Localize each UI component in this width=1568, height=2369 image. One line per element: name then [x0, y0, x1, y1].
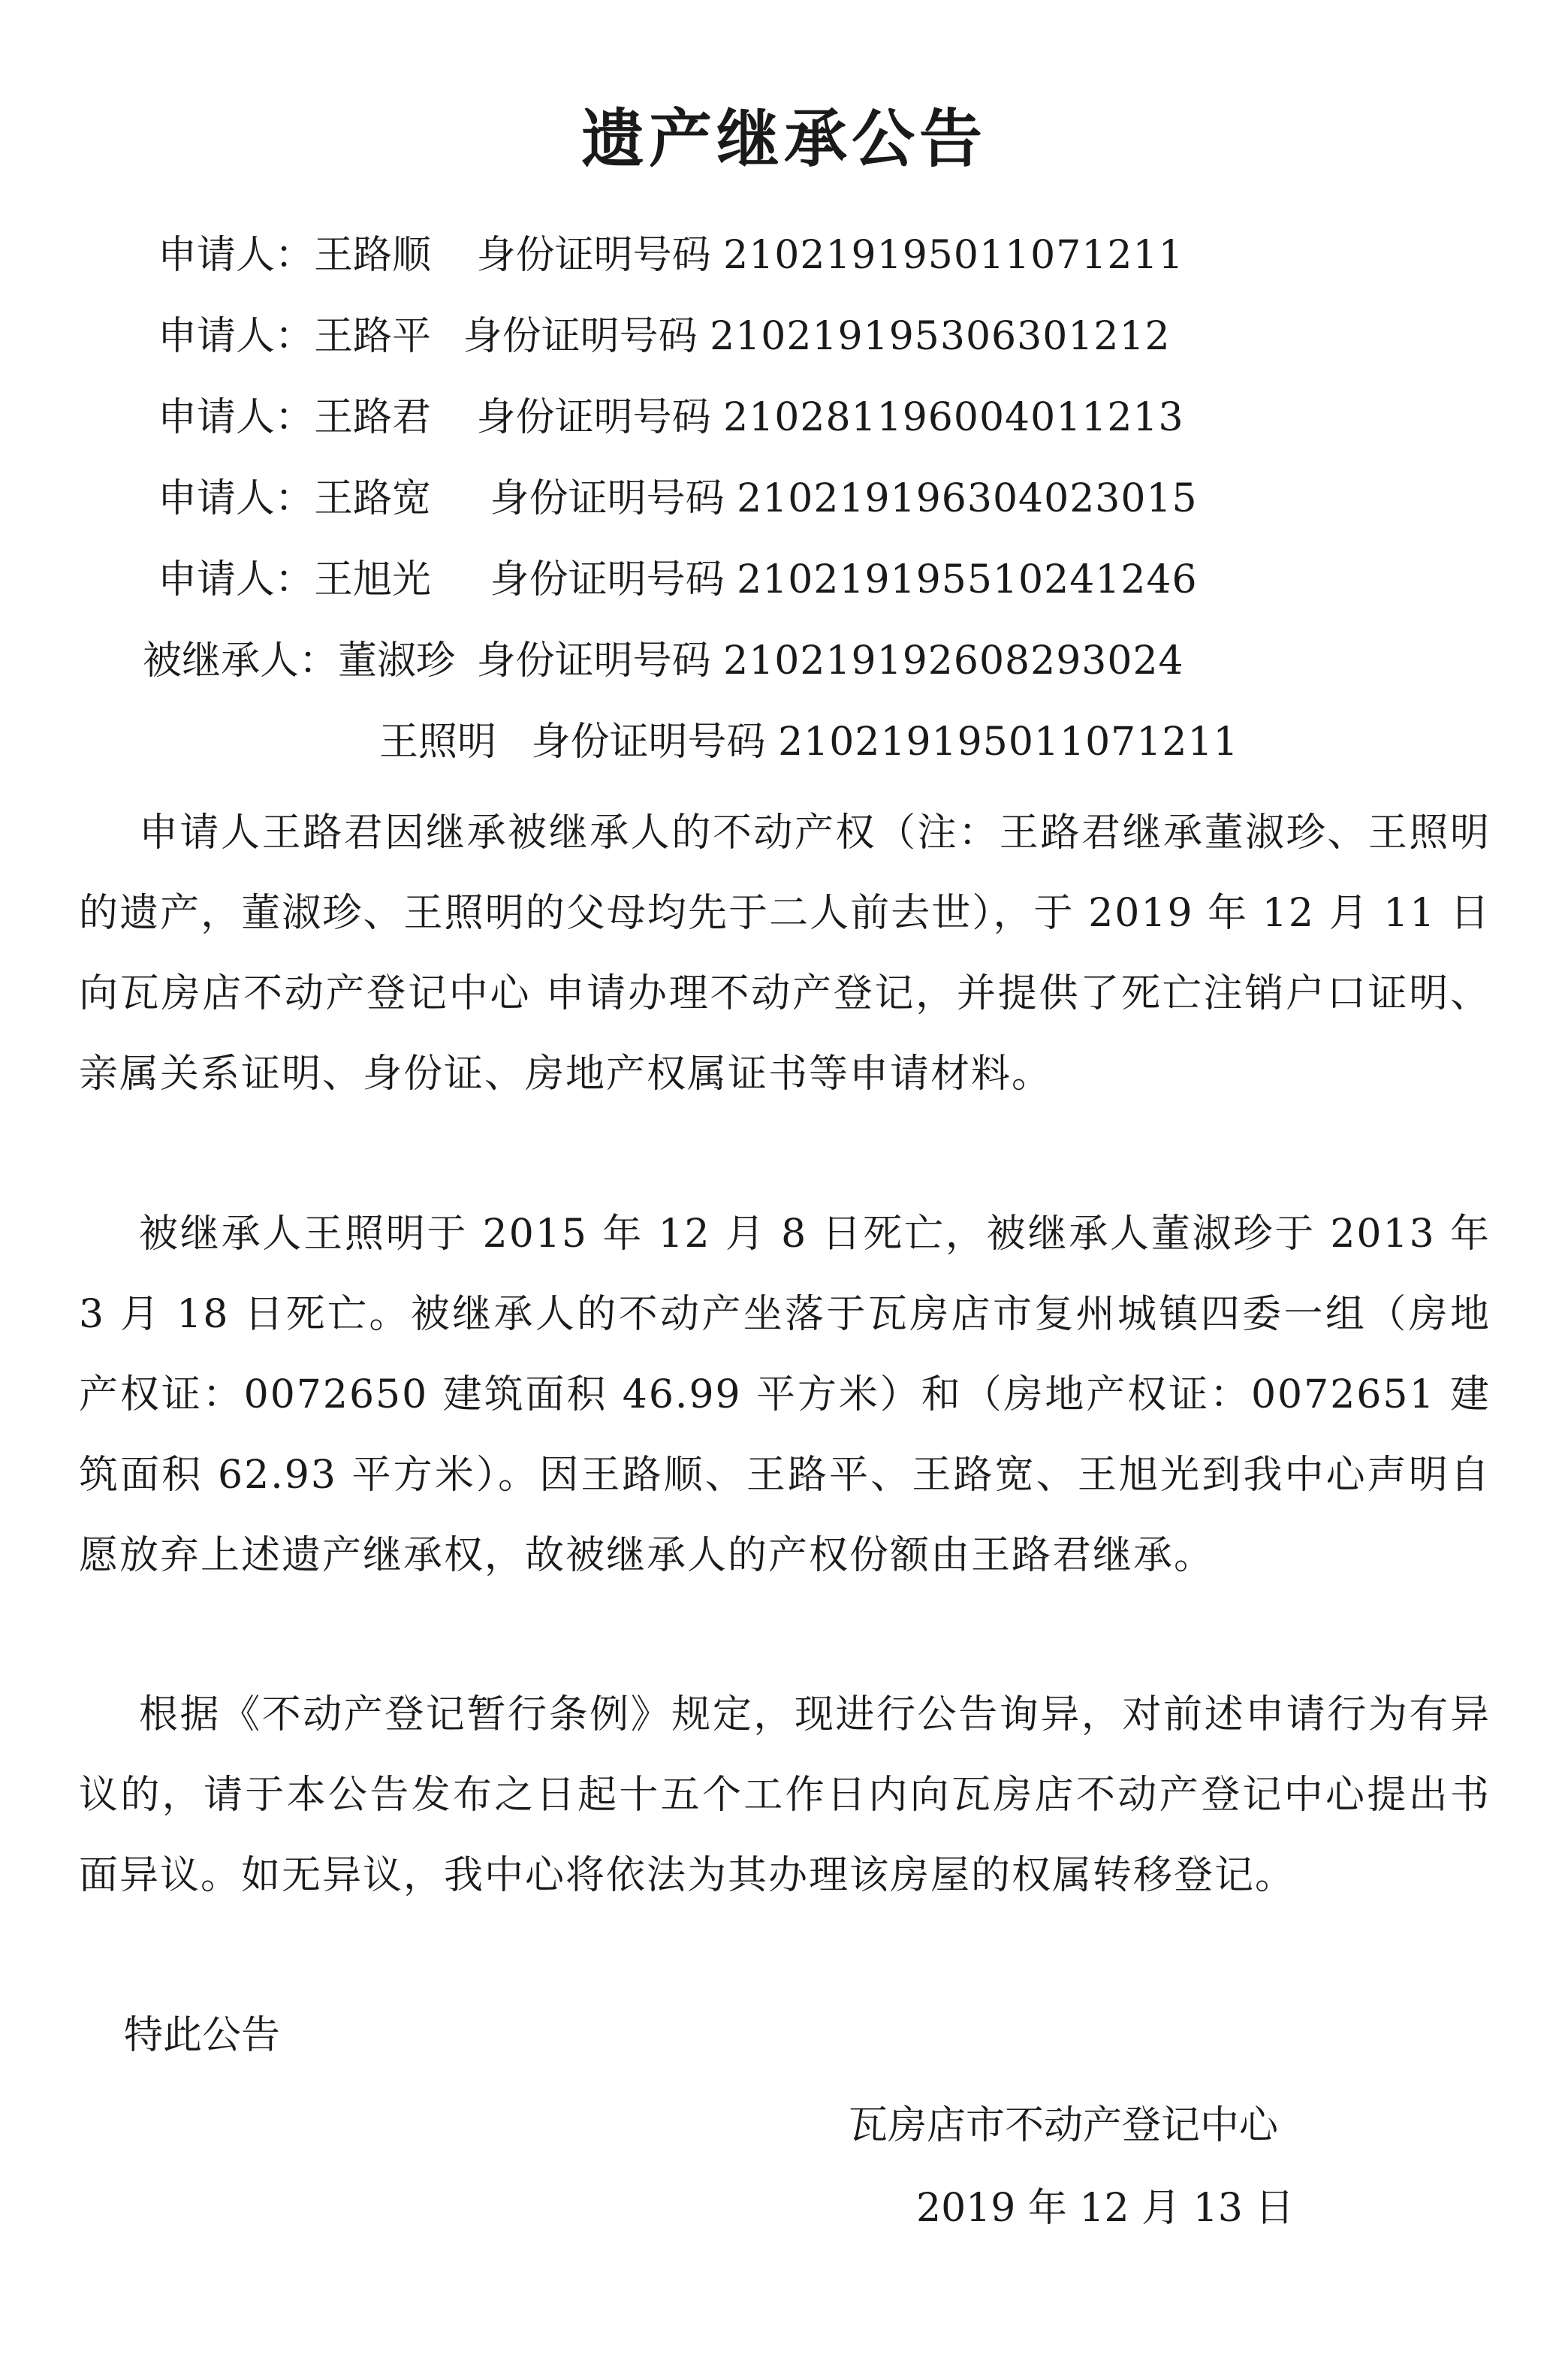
id-number: 210219192608293024 [723, 638, 1184, 684]
id-label: 身份证明号码 [463, 314, 698, 359]
party-row [158, 469, 1198, 529]
id-number: 210219195306301212 [710, 314, 1171, 359]
paragraph-inheritance: 被继承人王照明于 2015 年 12 月 8 日死亡，被继承人董淑珍于 2013 年 3 月 18 日死亡。被继承人的不动产坐落于瓦房店市复州城镇四委一组（房地产权证：0072650 建筑面积 46.99 平方米）和（房地产权证：0072651 建筑面积 62.93 平方米）。因王路顺、王路平、王路宽、王旭光到我中心声明自愿放弃上述遗产继承权，故被继承人的产权份额由王路君继承。 [79, 1212, 1491, 1578]
party-role: 被继承人： [143, 638, 339, 684]
party-name: 王照明 [379, 720, 497, 765]
notice-title: 遗产继承公告 [580, 102, 987, 176]
id-label: 身份证明号码 [490, 557, 725, 602]
paragraph-objection: 根据《不动产登记暂行条例》规定，现进行公告询异，对前述申请行为有异议的，请于本公告发布之日起十五个工作日内向瓦房店不动产登记中心提出书面异议。如无异议，我中心将依法为其办理该房屋的权属转移登记。 [79, 1692, 1491, 1898]
party-row [158, 550, 1198, 610]
id-number: 210219195011071211 [723, 233, 1184, 278]
party-name: 王路平 [314, 314, 432, 359]
id-number: 210219195510241246 [737, 557, 1198, 602]
issue-date: 2019 年 12 月 13 日 [916, 2186, 1295, 2231]
id-label: 身份证明号码 [490, 476, 725, 521]
closing-phrase: 特此公告 [124, 2013, 281, 2058]
party-role: 申请人： [158, 233, 315, 278]
id-label: 身份证明号码 [531, 720, 766, 765]
party-row [158, 225, 1184, 285]
party-row [158, 388, 1184, 448]
party-row [158, 306, 1171, 367]
issuer-name: 瓦房店市不动产登记中心 [849, 2103, 1279, 2148]
party-role: 申请人： [158, 314, 315, 359]
party-role: 申请人： [158, 557, 315, 602]
party-role: 申请人： [158, 476, 315, 521]
id-label: 身份证明号码 [476, 395, 711, 440]
party-role: 申请人： [158, 395, 315, 440]
id-number: 210219196304023015 [737, 476, 1198, 521]
party-row [143, 631, 1184, 691]
party-name: 王路宽 [314, 476, 432, 521]
id-number: 210219195011071211 [778, 720, 1239, 765]
party-name: 王旭光 [314, 557, 432, 602]
id-label: 身份证明号码 [476, 638, 711, 684]
id-label: 身份证明号码 [476, 233, 711, 278]
party-name: 王路顺 [314, 233, 432, 278]
paragraph-application: 申请人王路君因继承被继承人的不动产权（注：王路君继承董淑珍、王照明的遗产，董淑珍、王照明的父母均先于二人前去世），于 2019 年 12 月 11 日向瓦房店不动产登记中心 申请办理不动产登记，并提供了死亡注销户口证明、亲属关系证明、身份证、房地产权属证书等申请材料。 [79, 810, 1491, 1097]
party-name: 董淑珍 [338, 638, 456, 684]
id-number: 210281196004011213 [723, 395, 1184, 440]
party-name: 王路君 [314, 395, 432, 440]
party-row [379, 712, 1239, 772]
